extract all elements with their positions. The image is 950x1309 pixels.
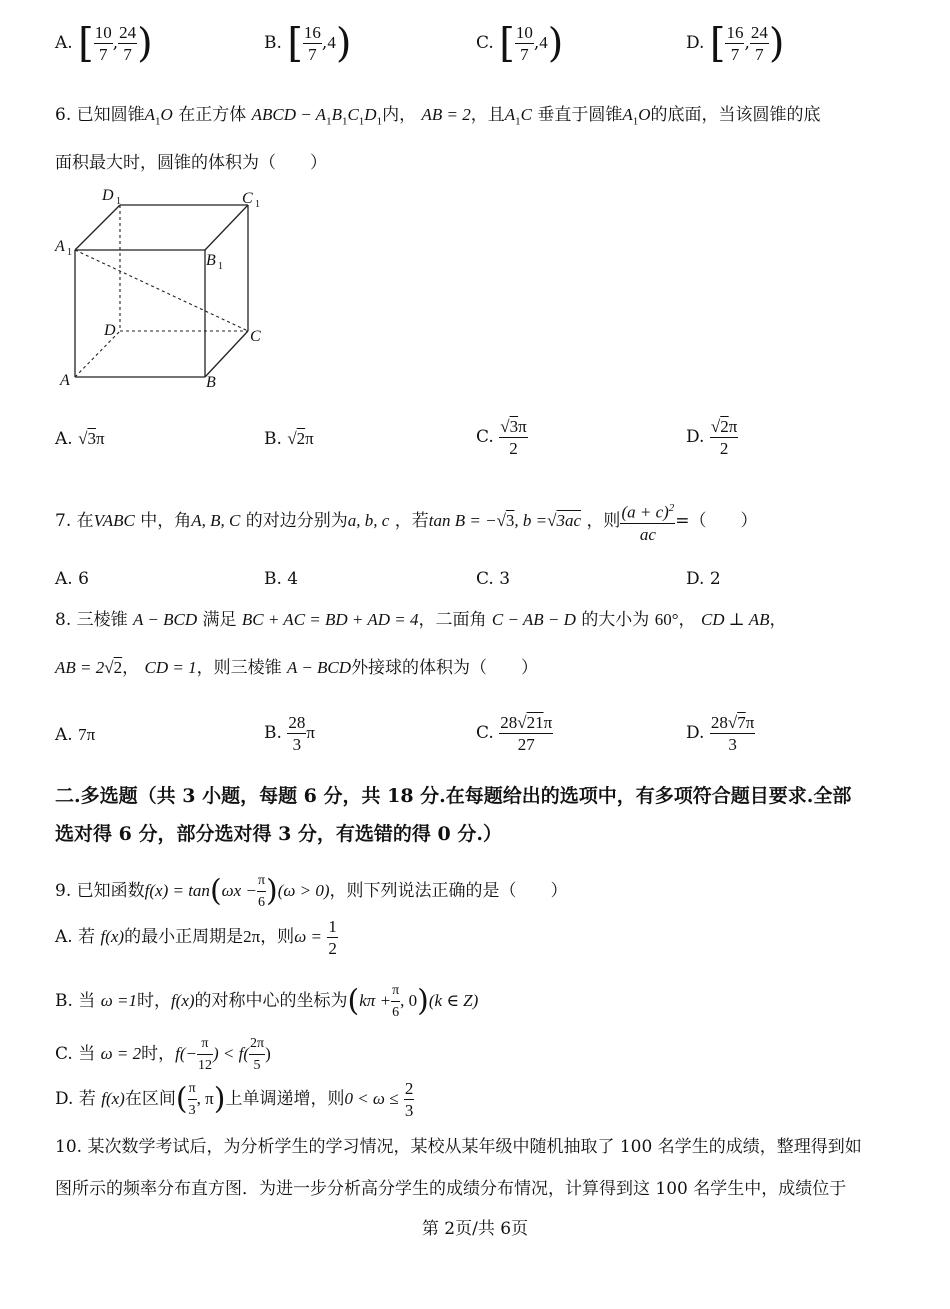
section2-heading-line2: 选对得 6 分，部分选对得 3 分，有选错的得 0 分.）	[55, 823, 502, 845]
label-d: D	[104, 322, 116, 339]
label-a1: A	[55, 238, 65, 255]
edge-a1-d1	[75, 205, 120, 250]
q7-stem: 7. 在VABC 中，角A, B, C 的对边分别为a, b, c ，若tan B = −√3, b =√3ac ，则 $\frac{(a + c)^2}{ac}$ =（ ）	[55, 498, 758, 545]
q5-option-a: A. [ $\frac{10}{7}$ , $\frac{24}{7}$ )	[55, 20, 153, 67]
page-footer: 第 2页/共 6页	[421, 1219, 529, 1239]
q10-stem-line1: 10. 某次数学考试后，为分析学生的学习情况，某校从某年级中随机抽取了 100 名学生的成绩，整理得到如	[55, 1137, 862, 1157]
label-d1-sub: 1	[116, 196, 121, 207]
q5-option-d: D. [ $\frac{16}{7}$ , $\frac{24}{7}$ )	[686, 20, 785, 67]
q8-option-a: A. 7π	[55, 725, 96, 745]
label-c1: C	[242, 190, 253, 207]
q9-option-d: D. 若 f(x)在区间( $\frac{\pi}{3}$ , π)上单调递增，则0 < ω ≤ $\frac{2}{3}$	[55, 1079, 414, 1120]
q8-stem-line1: 8. 三棱锥 A − BCD 满足 BC + AC = BD + AD = 4，二面角 C − AB − D 的大小为 60°， CD ⊥ AB，	[55, 610, 787, 630]
label-c1-sub: 1	[255, 199, 260, 210]
q8-option-c: C. $\frac{28√21\pi}{27}$	[476, 713, 553, 754]
q9-stem: 9. 已知函数f(x) = tan(ωx − $\frac{\pi}{6}$ )(ω > 0)，则下列说法正确的是（ ）	[55, 870, 568, 913]
q7-option-d: D. 2	[686, 569, 721, 589]
label-b1-sub: 1	[218, 261, 223, 272]
section2-heading-line1: 二.多选题（共 3 小题，每题 6 分，共 18 分.在每题给出的选项中，有多项符合题目要求.全部	[55, 785, 852, 807]
label-b1: B	[206, 252, 216, 269]
q9-option-b: B. 当 ω =1时，f(x)的对称中心的坐标为(kπ + $\frac{\pi}{6}$ , 0)(k ∈ Z)	[55, 980, 478, 1023]
label-a1-sub: 1	[67, 247, 72, 258]
q7-option-b: B. 4	[264, 569, 299, 589]
q6-option-d: D. $\frac{√2\pi}{2}$	[686, 417, 738, 458]
label-d1: D	[102, 187, 114, 204]
q6-option-a: A. √3π	[55, 429, 105, 449]
edge-b1-c1	[205, 205, 248, 250]
q7-option-a: A. 6	[55, 569, 89, 589]
q10-stem-line2: 图所示的频率分布直方图．为进一步分析高分学生的成绩分布情况，计算得到这 100 名学生中，成绩位于	[55, 1179, 847, 1199]
label-a: A	[60, 372, 70, 389]
q9-option-a: A. 若 f(x)的最小正周期是2π，则ω = $\frac{1}{2}$	[55, 917, 337, 958]
label-b: B	[206, 374, 216, 391]
cube-figure	[50, 185, 280, 395]
q6-option-c: C. $\frac{√3\pi}{2}$	[476, 417, 527, 458]
q6-stem-line2: 面积最大时，圆锥的体积为（ ）	[55, 153, 327, 173]
edge-b-c	[205, 331, 248, 377]
q5-option-b: B. [ $\frac{16}{7}$ ,4)	[264, 20, 352, 67]
q8-stem-line2: AB = 2√2， CD = 1，则三棱锥 A − BCD外接球的体积为（ ）	[55, 658, 539, 678]
label-c: C	[250, 328, 261, 345]
q5-option-c: C. [ $\frac{10}{7}$ ,4)	[476, 20, 564, 67]
q7-option-c: C. 3	[476, 569, 511, 589]
q6-stem-line1: 6. 已知圆锥$A_1O$ 在正方体 ABCD − $A_1B_1C_1D_1$内， AB = 2，且$A_1C$ 垂直于圆锥$A_1O$的底面，当该圆锥的底	[55, 105, 821, 128]
q8-option-d: D. $\frac{28√7\pi}{3}$	[686, 713, 755, 754]
q8-option-b: B. $\frac{28}{3}$ π	[264, 713, 315, 754]
q9-option-c: C. 当 ω = 2时，f(− $\frac{\pi}{12}$ ) < f( $\frac{2\pi}{5}$ )	[55, 1033, 271, 1076]
q6-option-b: B. √2π	[264, 429, 314, 449]
